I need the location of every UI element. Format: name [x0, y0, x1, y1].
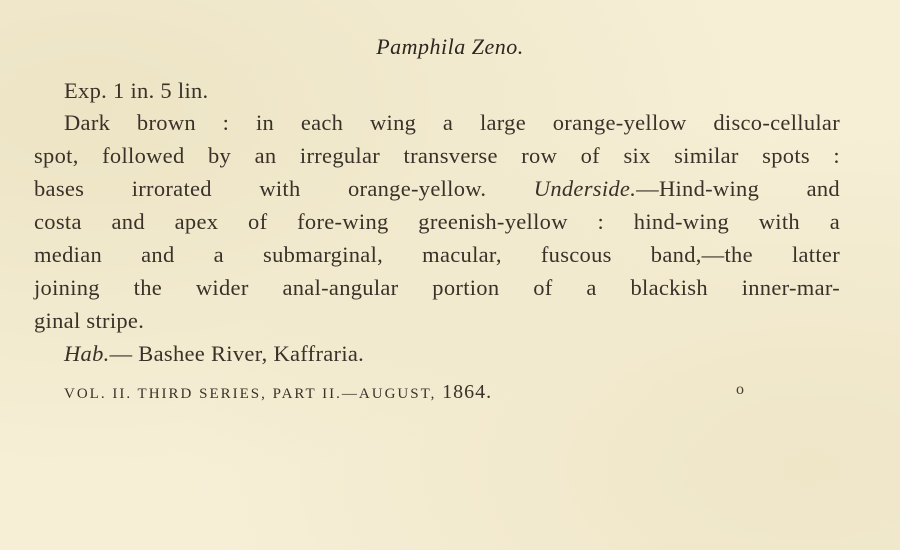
signature-mark: o	[736, 381, 744, 398]
description-line-4: costa and apex of fore-wing greenish-yellow : hind-wing with a	[34, 209, 840, 234]
underside-label: Underside.	[533, 176, 637, 201]
expanse-line: Exp. 1 in. 5 lin.	[64, 78, 209, 103]
habitat-line	[64, 341, 364, 367]
bases-text: bases irrorated with orange-yellow.	[34, 176, 487, 201]
description-line-1: Dark brown : in each wing a large orange-yellow disco-cellular	[64, 110, 840, 135]
habitat-label: Hab.	[64, 341, 110, 366]
description-line-5: median and a submarginal, macular, fuscous band,—the latter	[34, 242, 840, 267]
habitat-text: — Bashee River, Kaffraria.	[109, 341, 365, 366]
description-line-7: ginal stripe.	[34, 308, 145, 333]
underside-text: —Hind-wing and	[636, 176, 840, 201]
description-line-3	[34, 176, 840, 202]
description-line-2: spot, followed by an irregular transverse row of six similar spots :	[34, 143, 840, 168]
footer-year: 1864.	[442, 381, 493, 403]
footer-signature-line	[64, 381, 492, 404]
species-title: Pamphila Zeno.	[376, 34, 524, 59]
description-line-6: joining the wider anal-angular portion of a blackish inner-mar-	[34, 275, 840, 300]
footer-series-text: VOL. II. THIRD SERIES, PART II.—AUGUST,	[64, 386, 437, 402]
